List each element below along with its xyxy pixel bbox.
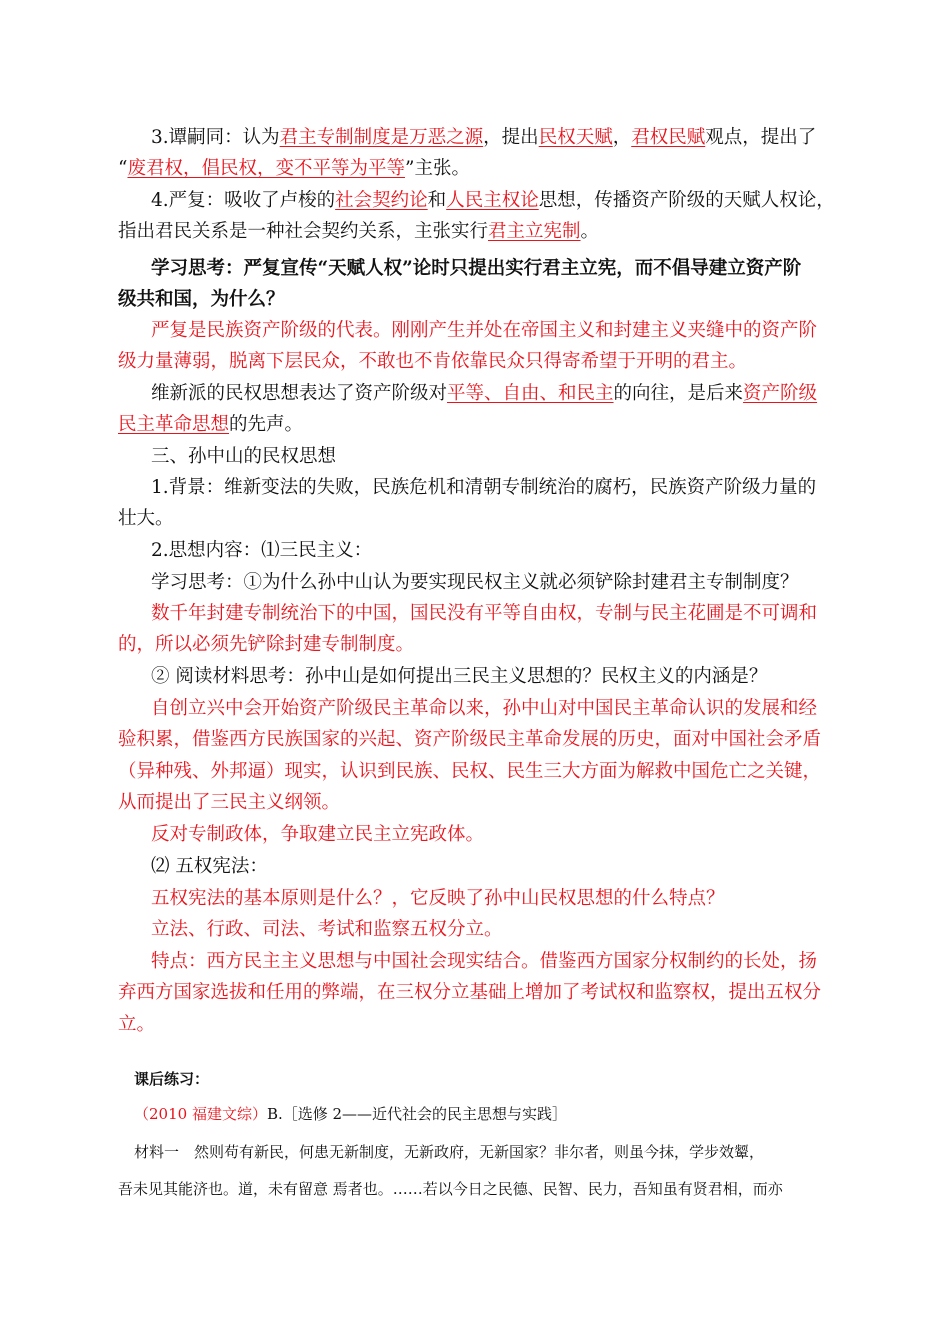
- exam-source: （2010 福建文综）B.［选修 2——近代社会的民主思想与实践］: [134, 1105, 568, 1123]
- highlight-term: 平等、自由、和民主: [447, 383, 614, 404]
- content-heading: 2.思想内容：⑴三民主义：: [151, 540, 373, 561]
- study-question-3: ② 阅读材料思考：孙中山是如何提出三民主义思想的？民权主义的内涵是？: [151, 666, 768, 687]
- section-heading: 三、孙中山的民权思想: [151, 446, 337, 467]
- exercise-heading: 课后练习：: [134, 1070, 210, 1088]
- highlight-term: 君主立宪制: [488, 221, 581, 242]
- answer-3: 自创立兴中会开始资产阶级民主革命以来，孙中山对中国民主革命认识的发展和经: [151, 698, 818, 719]
- paragraph-yan-fu: 4.严复：吸收了卢梭的社会契约论和人民主权论思想，传播资产阶级的天赋人权论，: [151, 190, 835, 211]
- highlight-term: 民主革命思想: [118, 414, 230, 435]
- paragraph-tan-sitong: 3.谭嗣同：认为君主专制制度是万恶之源，提出民权天赋，君权民赋观点，提出了: [151, 127, 817, 148]
- paragraph-reformists-cont: 民主革命思想的先声。: [118, 414, 304, 435]
- answer-2: 数千年封建专制统治下的中国，国民没有平等自由权，专制与民主花圃是不可调和: [151, 603, 818, 624]
- highlight-term: 君权民赋: [631, 127, 706, 148]
- highlight-term: 废君权，倡民权，变不平等为平等: [127, 158, 405, 179]
- answer-2-cont: 的，所以必须先铲除封建专制制度。: [118, 634, 415, 655]
- exam-source-label: （2010 福建文综）: [134, 1105, 267, 1123]
- answer-1: 严复是民族资产阶级的代表。刚刚产生并处在帝国主义和封建主义夹缝中的资产阶: [151, 320, 818, 341]
- highlight-term: 社会契约论: [335, 190, 428, 211]
- answer-1-cont: 级力量薄弱，脱离下层民众，不敢也不肯依靠民众只得寄希望于开明的君主。: [118, 351, 748, 372]
- feature-paragraph-line2: 弃西方国家选拔和任用的弊端，在三权分立基础上增加了考试权和监察权，提出五权分: [118, 982, 822, 1003]
- answer-3-line4: 从而提出了三民主义纲领。: [118, 792, 341, 813]
- paragraph-tan-sitong-cont: “废君权，倡民权，变不平等为平等”主张。: [118, 158, 470, 179]
- paragraph-reformists: 维新派的民权思想表达了资产阶级对平等、自由、和民主的向往，是后来资产阶级: [151, 383, 818, 404]
- answer-4: 反对专制政体，争取建立民主立宪政体。: [151, 824, 485, 845]
- background-paragraph-cont: 壮大。: [118, 508, 174, 529]
- paragraph-yan-fu-cont: 指出君民关系是一种社会契约关系，主张实行君主立宪制。: [118, 221, 600, 242]
- five-power-heading: ⑵ 五权宪法：: [151, 856, 268, 877]
- study-question-2: 学习思考：①为什么孙中山认为要实现民权主义就必须铲除封建君主专制制度？: [151, 572, 799, 593]
- material-one-cont: 吾未见其能济也。道，未有留意 焉者也。……若以今日之民德、民智、民力，吾知虽有贤君相，而亦: [118, 1180, 783, 1198]
- feature-paragraph: 特点：西方民主主义思想与中国社会现实结合。借鉴西方国家分权制约的长处，扬: [151, 951, 818, 972]
- highlight-term: 人民主权论: [446, 190, 539, 211]
- background-paragraph: 1.背景：维新变法的失败，民族危机和清朝专制统治的腐朽，民族资产阶级力量的: [151, 477, 817, 498]
- highlight-term: 资产阶级: [743, 383, 818, 404]
- answer-5: 立法、行政、司法、考试和监察五权分立。: [151, 919, 503, 940]
- highlight-term: 民权天赋: [538, 127, 613, 148]
- question-5: 五权宪法的基本原则是什么？，它反映了孙中山民权思想的什么特点？: [151, 888, 725, 909]
- answer-3-line2: 验积累，借鉴西方民族国家的兴起、资产阶级民主革命发展的历史，面对中国社会矛盾: [118, 729, 822, 750]
- study-question-1: 学习思考：严复宣传“天赋人权”论时只提出实行君主立宪，而不倡导建立资产阶: [151, 258, 802, 279]
- study-question-1-cont: 级共和国，为什么？: [118, 289, 285, 310]
- highlight-term: 君主专制制度是万恶之源: [279, 127, 484, 148]
- feature-paragraph-line3: 立。: [118, 1014, 156, 1035]
- answer-3-line3: （异种残、外邦逼）现实，认识到民族、民权、民生三大方面为解救中国危亡之关键，: [118, 761, 822, 782]
- material-one: 材料一 然则苟有新民，何患无新制度，无新政府，无新国家？非尔者，则虽今抹，学步效颦，: [134, 1143, 765, 1161]
